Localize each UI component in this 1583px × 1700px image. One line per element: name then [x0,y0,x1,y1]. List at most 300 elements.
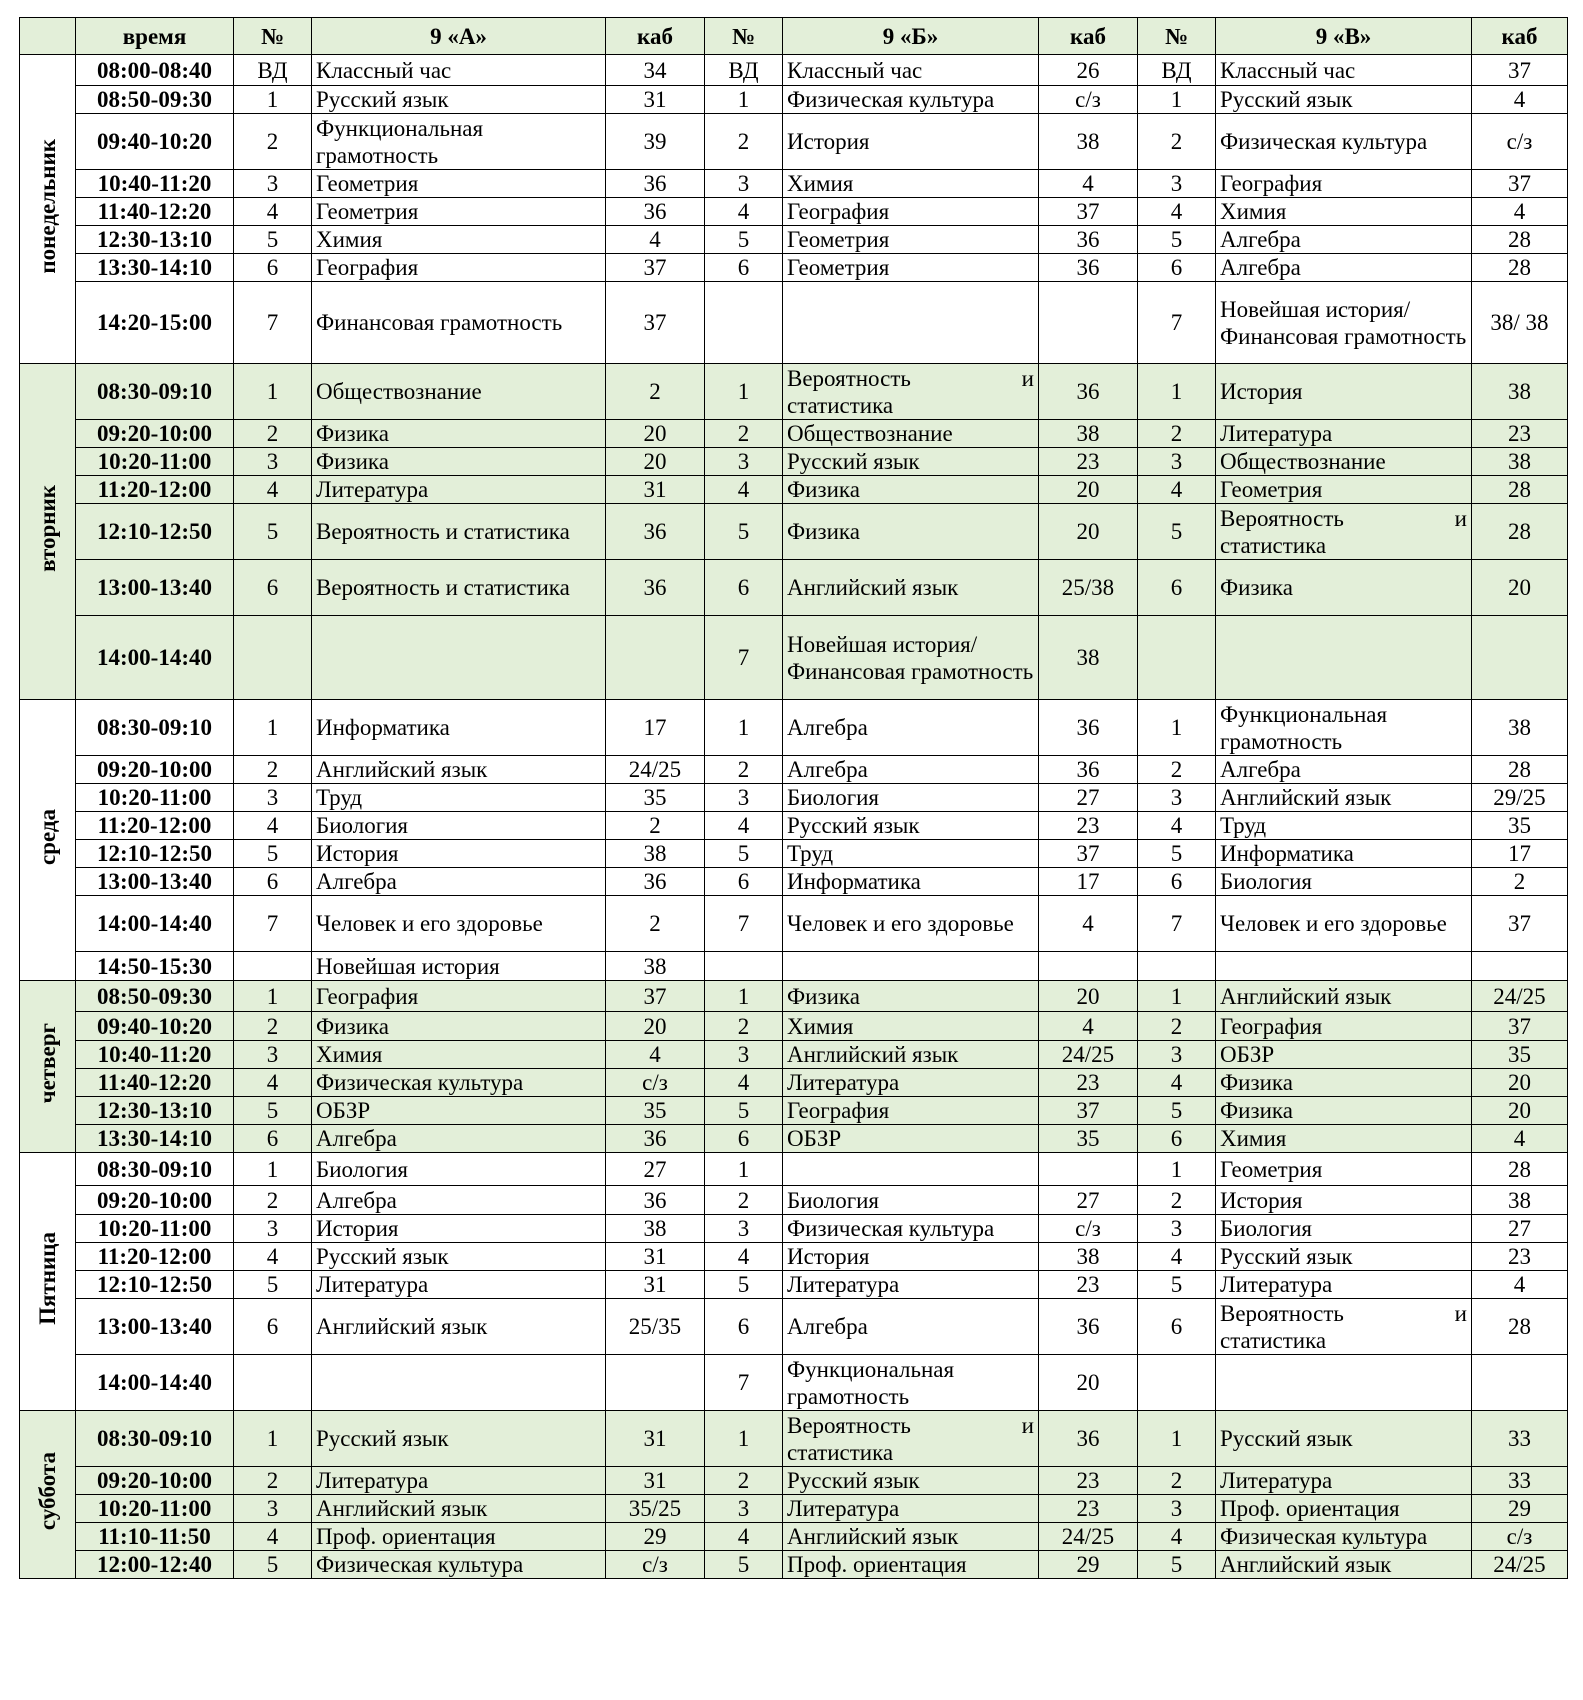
lesson-number-9b: 1 [705,700,783,756]
lesson-row [20,86,1568,114]
day-label-cell [20,981,76,1153]
room-9a: 31 [606,1467,705,1495]
subject-9v: Геометрия [1216,476,1472,504]
header-num-9b: № [705,18,783,55]
lesson-number-9a: 7 [234,282,312,364]
header-class-9b: 9 «Б» [783,18,1039,55]
subject-9b: Литература [783,1495,1039,1523]
room-9a: 31 [606,1411,705,1467]
header-class-9v: 9 «В» [1216,18,1472,55]
subject-9b: Новейшая история/ Финансовая грамотность [783,616,1039,700]
lesson-number-9b: 4 [705,476,783,504]
room-9v: 27 [1472,1215,1568,1243]
lesson-number-9b: 4 [705,812,783,840]
lesson-row [20,952,1568,981]
subject-9a: Русский язык [312,1411,606,1467]
lesson-number-9v: 3 [1138,1041,1216,1069]
lesson-row [20,1097,1568,1125]
lesson-time: 11:40-12:20 [76,1069,234,1097]
subject-9b: Физика [783,981,1039,1012]
subject-9v: Новейшая история/ Финансовая грамотность [1216,282,1472,364]
subject-9v: Проф. ориентация [1216,1495,1472,1523]
lesson-number-9a [234,952,312,981]
room-9v: 28 [1472,504,1568,560]
room-9a: 38 [606,1215,705,1243]
lesson-number-9a: 3 [234,1495,312,1523]
lesson-number-9v: 6 [1138,1299,1216,1355]
room-9a: 20 [606,1012,705,1041]
lesson-row [20,1243,1568,1271]
room-9b: с/з [1039,1215,1138,1243]
lesson-number-9b: 2 [705,1012,783,1041]
lesson-number-9v: 2 [1138,1467,1216,1495]
subject-9b: Биология [783,784,1039,812]
header-num-9a: № [234,18,312,55]
room-9v: 37 [1472,55,1568,86]
lesson-number-9a: 1 [234,86,312,114]
room-9v: 4 [1472,86,1568,114]
subject-9v: Классный час [1216,55,1472,86]
lesson-time: 12:30-13:10 [76,226,234,254]
subject-9b: Человек и его здоровье [783,896,1039,952]
subject-9b: Геометрия [783,226,1039,254]
lesson-row [20,1041,1568,1069]
lesson-row [20,1299,1568,1355]
lesson-number-9v: 7 [1138,282,1216,364]
lesson-time: 14:00-14:40 [76,896,234,952]
room-9a: 37 [606,282,705,364]
room-9v: 35 [1472,812,1568,840]
lesson-row [20,616,1568,700]
subject-9b: Классный час [783,55,1039,86]
lesson-number-9a: 6 [234,560,312,616]
lesson-row [20,504,1568,560]
lesson-number-9v: 2 [1138,114,1216,170]
lesson-time: 13:00-13:40 [76,560,234,616]
subject-9a: Информатика [312,700,606,756]
lesson-number-9b: 2 [705,1186,783,1215]
room-9v: 28 [1472,1153,1568,1186]
room-9a: 39 [606,114,705,170]
lesson-time: 09:20-10:00 [76,1467,234,1495]
subject-9v: История [1216,364,1472,420]
lesson-number-9b: 5 [705,226,783,254]
lesson-number-9v: 5 [1138,1097,1216,1125]
room-9b [1039,1153,1138,1186]
subject-9b [783,1153,1039,1186]
lesson-number-9a: 3 [234,448,312,476]
room-9v: 17 [1472,840,1568,868]
room-9b: 25/38 [1039,560,1138,616]
subject-9a: Биология [312,1153,606,1186]
lesson-number-9v [1138,1355,1216,1411]
room-9b: 38 [1039,616,1138,700]
lesson-number-9b: 5 [705,504,783,560]
lesson-number-9b: 3 [705,448,783,476]
day-name: понедельник [35,138,60,274]
lesson-time: 11:20-12:00 [76,1243,234,1271]
room-9v: 28 [1472,1299,1568,1355]
lesson-number-9a [234,616,312,700]
lesson-number-9b: 5 [705,1271,783,1299]
subject-9a: Обществознание [312,364,606,420]
room-9v: 29 [1472,1495,1568,1523]
subject-9a: Функциональная грамотность [312,114,606,170]
lesson-time: 09:40-10:20 [76,114,234,170]
subject-9v: Русский язык [1216,86,1472,114]
lesson-number-9v: 4 [1138,1243,1216,1271]
header-row [20,18,1568,55]
lesson-row [20,254,1568,282]
subject-9b: Физическая культура [783,1215,1039,1243]
room-9v: 2 [1472,868,1568,896]
room-9v: 4 [1472,1125,1568,1153]
lesson-row [20,1186,1568,1215]
lesson-row [20,114,1568,170]
room-9b: 37 [1039,1097,1138,1125]
room-9a: 36 [606,1186,705,1215]
lesson-number-9a: 4 [234,1069,312,1097]
subject-9a: Финансовая грамотность [312,282,606,364]
lesson-number-9v: 3 [1138,448,1216,476]
lesson-time: 08:50-09:30 [76,981,234,1012]
lesson-number-9a: 6 [234,868,312,896]
header-day-cell [20,18,76,55]
subject-9v: Алгебра [1216,756,1472,784]
room-9b: 23 [1039,1069,1138,1097]
lesson-number-9v: 1 [1138,364,1216,420]
room-9v: 35 [1472,1041,1568,1069]
lesson-number-9a: 2 [234,756,312,784]
lesson-row [20,756,1568,784]
room-9a: 2 [606,896,705,952]
subject-9v: География [1216,1012,1472,1041]
room-9v: с/з [1472,1523,1568,1551]
lesson-number-9a: 2 [234,114,312,170]
subject-9a: Физическая культура [312,1551,606,1579]
lesson-number-9b: 6 [705,1125,783,1153]
subject-9a: Английский язык [312,756,606,784]
lesson-time: 13:00-13:40 [76,868,234,896]
lesson-number-9v: 3 [1138,1495,1216,1523]
lesson-time: 13:30-14:10 [76,1125,234,1153]
subject-9a: География [312,981,606,1012]
subject-9v: Английский язык [1216,1551,1472,1579]
lesson-row [20,700,1568,756]
lesson-number-9v: 5 [1138,1271,1216,1299]
subject-9v: Физика [1216,1097,1472,1125]
subject-9a: Литература [312,1467,606,1495]
subject-9a: ОБЗР [312,1097,606,1125]
lesson-time: 08:00-08:40 [76,55,234,86]
room-9b: 23 [1039,1495,1138,1523]
lesson-number-9a: 6 [234,254,312,282]
lesson-number-9b: 3 [705,1215,783,1243]
lesson-number-9b: 7 [705,896,783,952]
lesson-number-9a: 4 [234,1523,312,1551]
room-9v: 24/25 [1472,1551,1568,1579]
lesson-row [20,1411,1568,1467]
subject-9v: Физическая культура [1216,1523,1472,1551]
lesson-row [20,1069,1568,1097]
room-9a: 17 [606,700,705,756]
subject-9b: Труд [783,840,1039,868]
lesson-number-9a: 1 [234,1411,312,1467]
room-9b: 20 [1039,504,1138,560]
subject-9b: Проф. ориентация [783,1551,1039,1579]
schedule-table [19,17,1568,1579]
subject-9v [1216,616,1472,700]
lesson-number-9b: 3 [705,1495,783,1523]
room-9v: 24/25 [1472,981,1568,1012]
lesson-time: 09:20-10:00 [76,420,234,448]
lesson-number-9a: 3 [234,1215,312,1243]
subject-9a: Новейшая история [312,952,606,981]
lesson-row [20,1355,1568,1411]
subject-9v: Алгебра [1216,254,1472,282]
subject-9a: Геометрия [312,170,606,198]
room-9v: 38 [1472,448,1568,476]
day-name: Пятница [35,1232,60,1325]
lesson-row [20,1271,1568,1299]
lesson-row [20,1467,1568,1495]
room-9b: 36 [1039,254,1138,282]
subject-9b: Русский язык [783,448,1039,476]
lesson-number-9v: 3 [1138,170,1216,198]
room-9b: 4 [1039,896,1138,952]
lesson-time: 09:20-10:00 [76,756,234,784]
subject-9b: Алгебра [783,700,1039,756]
room-9b: 35 [1039,1125,1138,1153]
lesson-number-9a: 5 [234,840,312,868]
lesson-number-9v: 5 [1138,226,1216,254]
subject-9b: Химия [783,170,1039,198]
lesson-time: 10:20-11:00 [76,1215,234,1243]
lesson-row [20,170,1568,198]
lesson-number-9v: 4 [1138,1069,1216,1097]
lesson-row [20,1495,1568,1523]
subject-9b: Биология [783,1186,1039,1215]
subject-9b: Вероятность и статистика [783,1411,1039,1467]
lesson-time: 08:30-09:10 [76,364,234,420]
lesson-time: 12:10-12:50 [76,504,234,560]
subject-9v: История [1216,1186,1472,1215]
lesson-number-9v: 1 [1138,700,1216,756]
room-9a: 34 [606,55,705,86]
room-9a [606,616,705,700]
lesson-time: 10:40-11:20 [76,170,234,198]
lesson-time: 11:10-11:50 [76,1523,234,1551]
lesson-number-9a: 6 [234,1125,312,1153]
lesson-number-9b: 2 [705,420,783,448]
subject-9v: Биология [1216,868,1472,896]
lesson-number-9a: 2 [234,1186,312,1215]
lesson-row [20,1215,1568,1243]
subject-9b: Вероятность и статистика [783,364,1039,420]
room-9b: 38 [1039,420,1138,448]
room-9a: 36 [606,170,705,198]
lesson-number-9a: 1 [234,1153,312,1186]
room-9b: 17 [1039,868,1138,896]
lesson-number-9b: 6 [705,868,783,896]
lesson-number-9v: 4 [1138,198,1216,226]
room-9a: 35 [606,1097,705,1125]
room-9a: 36 [606,868,705,896]
lesson-time: 08:30-09:10 [76,1153,234,1186]
lesson-number-9v [1138,952,1216,981]
lesson-row [20,1125,1568,1153]
room-9v: 28 [1472,756,1568,784]
lesson-row [20,981,1568,1012]
room-9b: 38 [1039,114,1138,170]
room-9a: 35/25 [606,1495,705,1523]
subject-9v: Русский язык [1216,1243,1472,1271]
room-9b: 36 [1039,1411,1138,1467]
header-num-9v: № [1138,18,1216,55]
header-time: время [76,18,234,55]
lesson-number-9v: 5 [1138,840,1216,868]
lesson-number-9v: 4 [1138,476,1216,504]
schedule-body [20,55,1568,1579]
room-9v: 23 [1472,420,1568,448]
room-9a: 20 [606,448,705,476]
room-9b: 4 [1039,170,1138,198]
room-9v: с/з [1472,114,1568,170]
subject-9b: Русский язык [783,812,1039,840]
subject-9v: Литература [1216,1271,1472,1299]
lesson-number-9v: 6 [1138,254,1216,282]
subject-9a [312,1355,606,1411]
lesson-number-9a: 5 [234,1271,312,1299]
room-9a: 20 [606,420,705,448]
subject-9b [783,952,1039,981]
day-name: четверг [35,1023,60,1104]
room-9a: 36 [606,560,705,616]
lesson-number-9a: 5 [234,504,312,560]
lesson-number-9b: 3 [705,170,783,198]
room-9b [1039,282,1138,364]
lesson-number-9a: 5 [234,1097,312,1125]
lesson-row [20,1012,1568,1041]
room-9v: 23 [1472,1243,1568,1271]
lesson-number-9v: 6 [1138,560,1216,616]
room-9a: 2 [606,364,705,420]
room-9v: 37 [1472,1012,1568,1041]
subject-9b: Алгебра [783,1299,1039,1355]
lesson-row [20,1523,1568,1551]
subject-9v: Обществознание [1216,448,1472,476]
lesson-number-9b: 3 [705,1041,783,1069]
subject-9v: Английский язык [1216,981,1472,1012]
lesson-number-9a: 1 [234,700,312,756]
room-9a: 27 [606,1153,705,1186]
room-9a [606,1355,705,1411]
subject-9b: Алгебра [783,756,1039,784]
lesson-number-9v: 5 [1138,1551,1216,1579]
room-9v: 37 [1472,170,1568,198]
lesson-number-9a: 7 [234,896,312,952]
lesson-number-9v: 2 [1138,1012,1216,1041]
lesson-number-9v: 2 [1138,1186,1216,1215]
lesson-number-9a: 3 [234,1041,312,1069]
room-9a: 31 [606,86,705,114]
lesson-number-9a: 2 [234,1467,312,1495]
room-9v: 4 [1472,198,1568,226]
subject-9b: Литература [783,1069,1039,1097]
room-9b: с/з [1039,86,1138,114]
subject-9a: Физика [312,420,606,448]
subject-9a: Геометрия [312,198,606,226]
room-9a: 37 [606,254,705,282]
lesson-number-9v: ВД [1138,55,1216,86]
subject-9v: Русский язык [1216,1411,1472,1467]
lesson-time: 08:30-09:10 [76,1411,234,1467]
lesson-time: 10:20-11:00 [76,1495,234,1523]
room-9v: 20 [1472,1069,1568,1097]
lesson-row [20,55,1568,86]
subject-9a: Физическая культура [312,1069,606,1097]
room-9a: 29 [606,1523,705,1551]
subject-9a: История [312,1215,606,1243]
lesson-number-9b: 1 [705,86,783,114]
lesson-number-9a: 3 [234,170,312,198]
subject-9v: Информатика [1216,840,1472,868]
lesson-number-9v: 7 [1138,896,1216,952]
lesson-number-9b: 6 [705,560,783,616]
room-9v: 28 [1472,254,1568,282]
room-9b: 37 [1039,198,1138,226]
lesson-number-9b: ВД [705,55,783,86]
lesson-row [20,282,1568,364]
lesson-number-9v: 1 [1138,86,1216,114]
subject-9v: Физика [1216,560,1472,616]
subject-9a [312,616,606,700]
lesson-number-9b: 7 [705,1355,783,1411]
room-9a: 31 [606,1271,705,1299]
room-9v: 33 [1472,1411,1568,1467]
subject-9v: Литература [1216,420,1472,448]
lesson-row [20,840,1568,868]
room-9a: 4 [606,1041,705,1069]
lesson-number-9b [705,952,783,981]
subject-9v: География [1216,170,1472,198]
room-9b: 23 [1039,812,1138,840]
subject-9b: ОБЗР [783,1125,1039,1153]
subject-9b: Функциональная грамотность [783,1355,1039,1411]
subject-9a: Алгебра [312,1186,606,1215]
lesson-time: 11:20-12:00 [76,812,234,840]
subject-9a: Химия [312,1041,606,1069]
lesson-number-9a: 4 [234,1243,312,1271]
subject-9b: Геометрия [783,254,1039,282]
lesson-row [20,226,1568,254]
lesson-time: 08:50-09:30 [76,86,234,114]
lesson-row [20,364,1568,420]
subject-9v: Биология [1216,1215,1472,1243]
room-9b: 36 [1039,364,1138,420]
room-9b: 26 [1039,55,1138,86]
day-label-cell [20,55,76,364]
subject-9v: Вероятность и статистика [1216,504,1472,560]
room-9a: 25/35 [606,1299,705,1355]
room-9v [1472,1355,1568,1411]
subject-9b: Обществознание [783,420,1039,448]
subject-9a: Английский язык [312,1299,606,1355]
day-label-cell [20,700,76,981]
lesson-number-9a: 4 [234,198,312,226]
lesson-number-9b: 2 [705,1467,783,1495]
subject-9v: Вероятность и статистика [1216,1299,1472,1355]
